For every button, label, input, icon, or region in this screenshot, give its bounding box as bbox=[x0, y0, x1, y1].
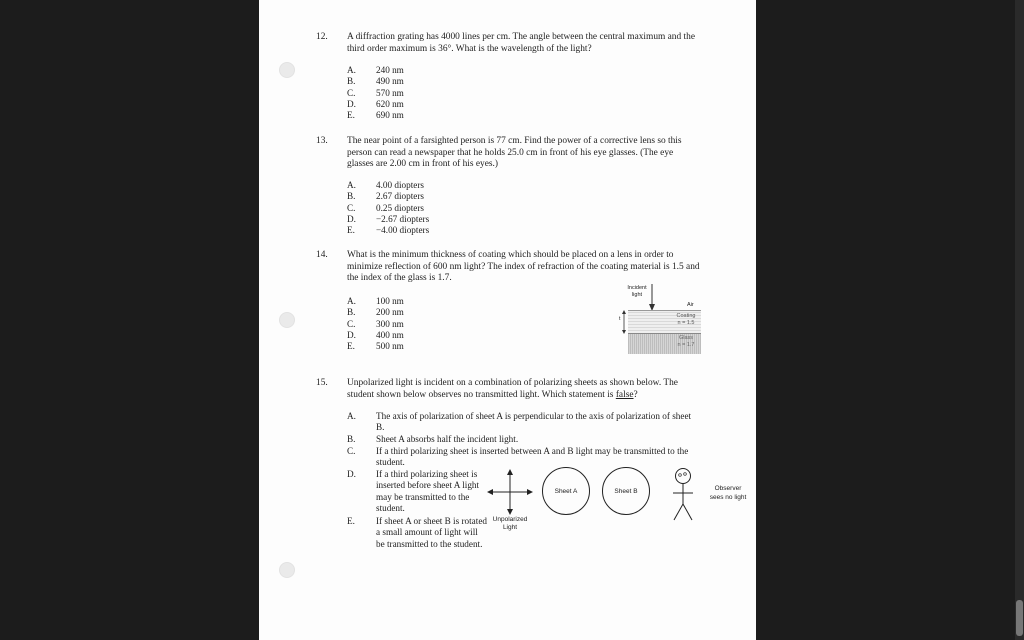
option-b: B. 490 nm bbox=[347, 76, 404, 87]
option-c: C. 570 nm bbox=[347, 87, 404, 98]
scrollbar-track[interactable] bbox=[1015, 0, 1024, 640]
option-c: C. 300 nm bbox=[347, 318, 404, 329]
incident-arrow bbox=[647, 284, 657, 312]
option-d: D. −2.67 diopters bbox=[347, 213, 430, 224]
observer-figure bbox=[670, 466, 696, 524]
option-a: A. 100 nm bbox=[347, 296, 404, 306]
sheet-a bbox=[542, 467, 590, 515]
observer-label: Observer sees no light bbox=[709, 485, 747, 501]
unpolarized-light-label: Unpolarized Light bbox=[492, 516, 528, 531]
option-list bbox=[347, 180, 487, 236]
question-number: 12. bbox=[316, 32, 328, 42]
punch-hole bbox=[279, 312, 295, 328]
question-number: 13. bbox=[316, 136, 328, 146]
option-e: E. If sheet A or sheet B is rotated a small amount of light will be transmitted to the student. bbox=[347, 516, 487, 549]
question-stem: What is the minimum thickness of coating which should be placed on a lens in order to minimize reflection of 600 nm light? The index of refraction of the coating material is 1.5 and the index of the glass is 1.7. bbox=[347, 250, 700, 284]
option-a: A. 4.00 diopters bbox=[347, 180, 424, 190]
question-stem: Unpolarized light is incident on a combination of polarizing sheets as shown below. The student shown below observes no transmitted light. Which statement is false? bbox=[347, 378, 678, 400]
option-e: E. −4.00 diopters bbox=[347, 225, 430, 236]
option-list bbox=[347, 65, 467, 121]
punch-hole bbox=[279, 62, 295, 78]
option-c: C. 0.25 diopters bbox=[347, 202, 424, 213]
document-page bbox=[259, 0, 756, 640]
question-number: 15. bbox=[316, 378, 328, 388]
coating-label: Coating n = 1.5 bbox=[676, 313, 696, 326]
option-a: A. The axis of polarization of sheet A is perpendicular to the axis of polarization of sheet B. bbox=[347, 411, 692, 433]
sheet-a-label: Sheet A bbox=[554, 487, 578, 495]
option-e: E. 690 nm bbox=[347, 110, 404, 121]
option-list bbox=[347, 296, 467, 352]
sheet-b-label: Sheet B bbox=[614, 487, 638, 495]
glass-label: Glass n = 1.7 bbox=[677, 335, 695, 348]
question-stem: A diffraction grating has 4000 lines per cm. The angle between the central maximum and the third order maximum is 36°. What is the wavelength of the light? bbox=[347, 32, 695, 54]
sheet-b bbox=[602, 467, 650, 515]
thickness-label: t bbox=[619, 316, 621, 322]
question-stem: The near point of a farsighted person is 77 cm. Find the power of a corrective lens so this person can read a newspaper that he holds 25.0 cm in front of his eye glasses. (The eye glasses are 2.00 cm in front of his eyes.) bbox=[347, 136, 682, 170]
air-label: Air bbox=[687, 302, 694, 308]
thickness-arrow bbox=[619, 310, 628, 334]
option-a: A. 240 nm bbox=[347, 65, 404, 75]
option-d: D. 400 nm bbox=[347, 329, 404, 340]
option-b: B. Sheet A absorbs half the incident light. bbox=[347, 434, 519, 444]
option-c: C. If a third polarizing sheet is inserted between A and B light may be transmitted to the student. bbox=[347, 446, 689, 468]
incident-light-label: Incident light bbox=[627, 285, 647, 298]
unpolarized-light-symbol bbox=[486, 468, 534, 516]
coating-diagram bbox=[619, 282, 709, 358]
false-emphasis: false bbox=[615, 389, 634, 400]
option-b: B. 2.67 diopters bbox=[347, 191, 424, 202]
option-d: D. If a third polarizing sheet is inserted before sheet A light may be transmitted to the student. bbox=[347, 469, 480, 513]
option-e: E. 500 nm bbox=[347, 341, 404, 352]
punch-hole bbox=[279, 562, 295, 578]
option-b: B. 200 nm bbox=[347, 307, 404, 318]
polarizer-diagram bbox=[484, 466, 752, 538]
question-number: 14. bbox=[316, 250, 328, 260]
scrollbar-thumb[interactable] bbox=[1016, 600, 1023, 636]
option-d: D. 620 nm bbox=[347, 98, 404, 109]
